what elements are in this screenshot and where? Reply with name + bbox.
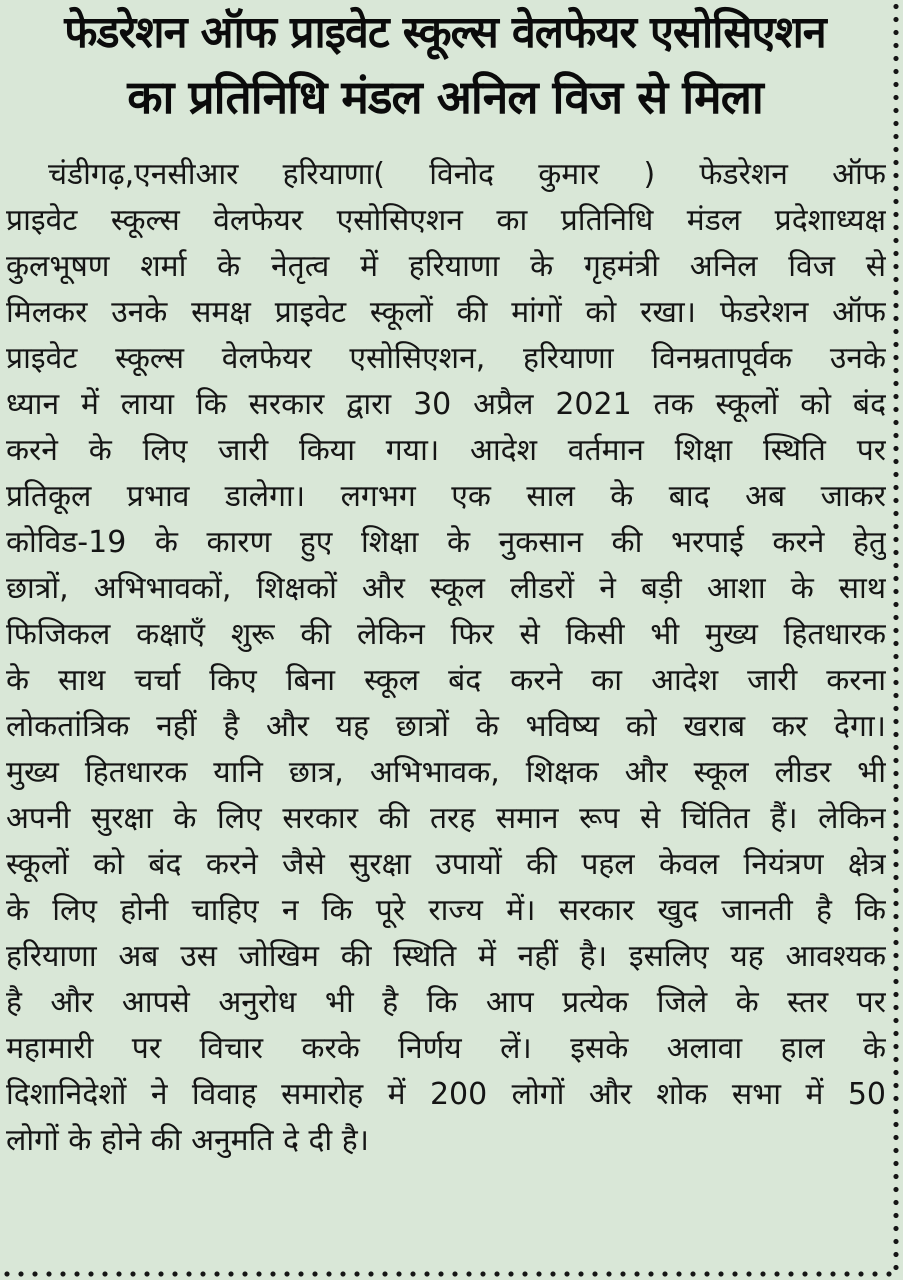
dotted-border-right <box>892 0 900 1272</box>
body-line-6: ध्यान में लाया कि सरकार द्वारा 30 अप्रैल 2021 तक स्कूलों को बंद <box>6 387 886 422</box>
body-line-17: के लिए होनी चाहिए न कि पूरे राज्य में। सरकार खुद जानती है कि <box>6 893 886 928</box>
body-line-14: मुख्य हितधारक यानि छात्र, अभिभावक, शिक्षक और स्कूल लीडर भी <box>6 755 886 790</box>
body-line-4: मिलकर उनके समक्ष प्राइवेट स्कूलों की मांगों को रखा। फेडरेशन ऑफ <box>6 295 886 330</box>
article-body <box>6 152 886 1262</box>
headline-line-1: फेडरेशन ऑफ प्राइवेट स्कूल्स वेलफेयर एसोसिएशन <box>64 7 826 58</box>
body-line-18: हरियाणा अब उस जोखिम की स्थिति में नहीं है। इसलिए यह आवश्यक <box>6 939 886 974</box>
body-line-13: लोकतांत्रिक नहीं है और यह छात्रों के भविष्य को खराब कर देगा। <box>6 709 886 744</box>
body-line-12: के साथ चर्चा किए बिना स्कूल बंद करने का आदेश जारी करना <box>6 663 886 698</box>
body-line-21: दिशानिदेशों ने विवाह समारोह में 200 लोगों और शोक सभा में 50 <box>6 1077 886 1112</box>
body-line-5: प्राइवेट स्कूल्स वेलफेयर एसोसिएशन, हरियाणा विनम्रतापूर्वक उनके <box>6 341 886 376</box>
headline-line-2: का प्रतिनिधि मंडल अनिल विज से मिला <box>127 70 763 124</box>
body-line-8: प्रतिकूल प्रभाव डालेगा। लगभग एक साल के बाद अब जाकर <box>6 479 886 514</box>
body-line-1: चंडीगढ़,एनसीआर हरियाणा( विनोद कुमार ) फेडरेशन ऑफ <box>48 157 886 192</box>
body-line-10: छात्रों, अभिभावकों, शिक्षकों और स्कूल लीडरों ने बड़ी आशा के साथ <box>6 571 886 606</box>
body-line-20: महामारी पर विचार करके निर्णय लें। इसके अलावा हाल के <box>6 1031 886 1066</box>
body-line-2: प्राइवेट स्कूल्स वेलफेयर एसोसिएशन का प्रतिनिधि मंडल प्रदेशाध्यक्ष <box>6 203 886 238</box>
headline <box>0 0 890 130</box>
body-line-22: लोगों के होने की अनुमति दे दी है। <box>6 1123 370 1158</box>
body-line-9: कोविड-19 के कारण हुए शिक्षा के नुकसान की भरपाई करने हेतु <box>6 525 886 560</box>
body-line-15: अपनी सुरक्षा के लिए सरकार की तरह समान रूप से चिंतित हैं। लेकिन <box>6 801 886 836</box>
body-line-3: कुलभूषण शर्मा के नेतृत्व में हरियाणा के गृहमंत्री अनिल विज से <box>6 249 886 284</box>
body-line-19: है और आपसे अनुरोध भी है कि आप प्रत्येक जिले के स्तर पर <box>6 985 886 1020</box>
body-line-16: स्कूलों को बंद करने जैसे सुरक्षा उपायों की पहल केवल नियंत्रण क्षेत्र <box>6 847 886 882</box>
body-line-11: फिजिकल कक्षाएँ शुरू की लेकिन फिर से किसी भी मुख्य हितधारक <box>6 617 886 652</box>
dotted-border-bottom <box>0 1270 900 1278</box>
body-line-7: करने के लिए जारी किया गया। आदेश वर्तमान शिक्षा स्थिति पर <box>6 433 886 468</box>
